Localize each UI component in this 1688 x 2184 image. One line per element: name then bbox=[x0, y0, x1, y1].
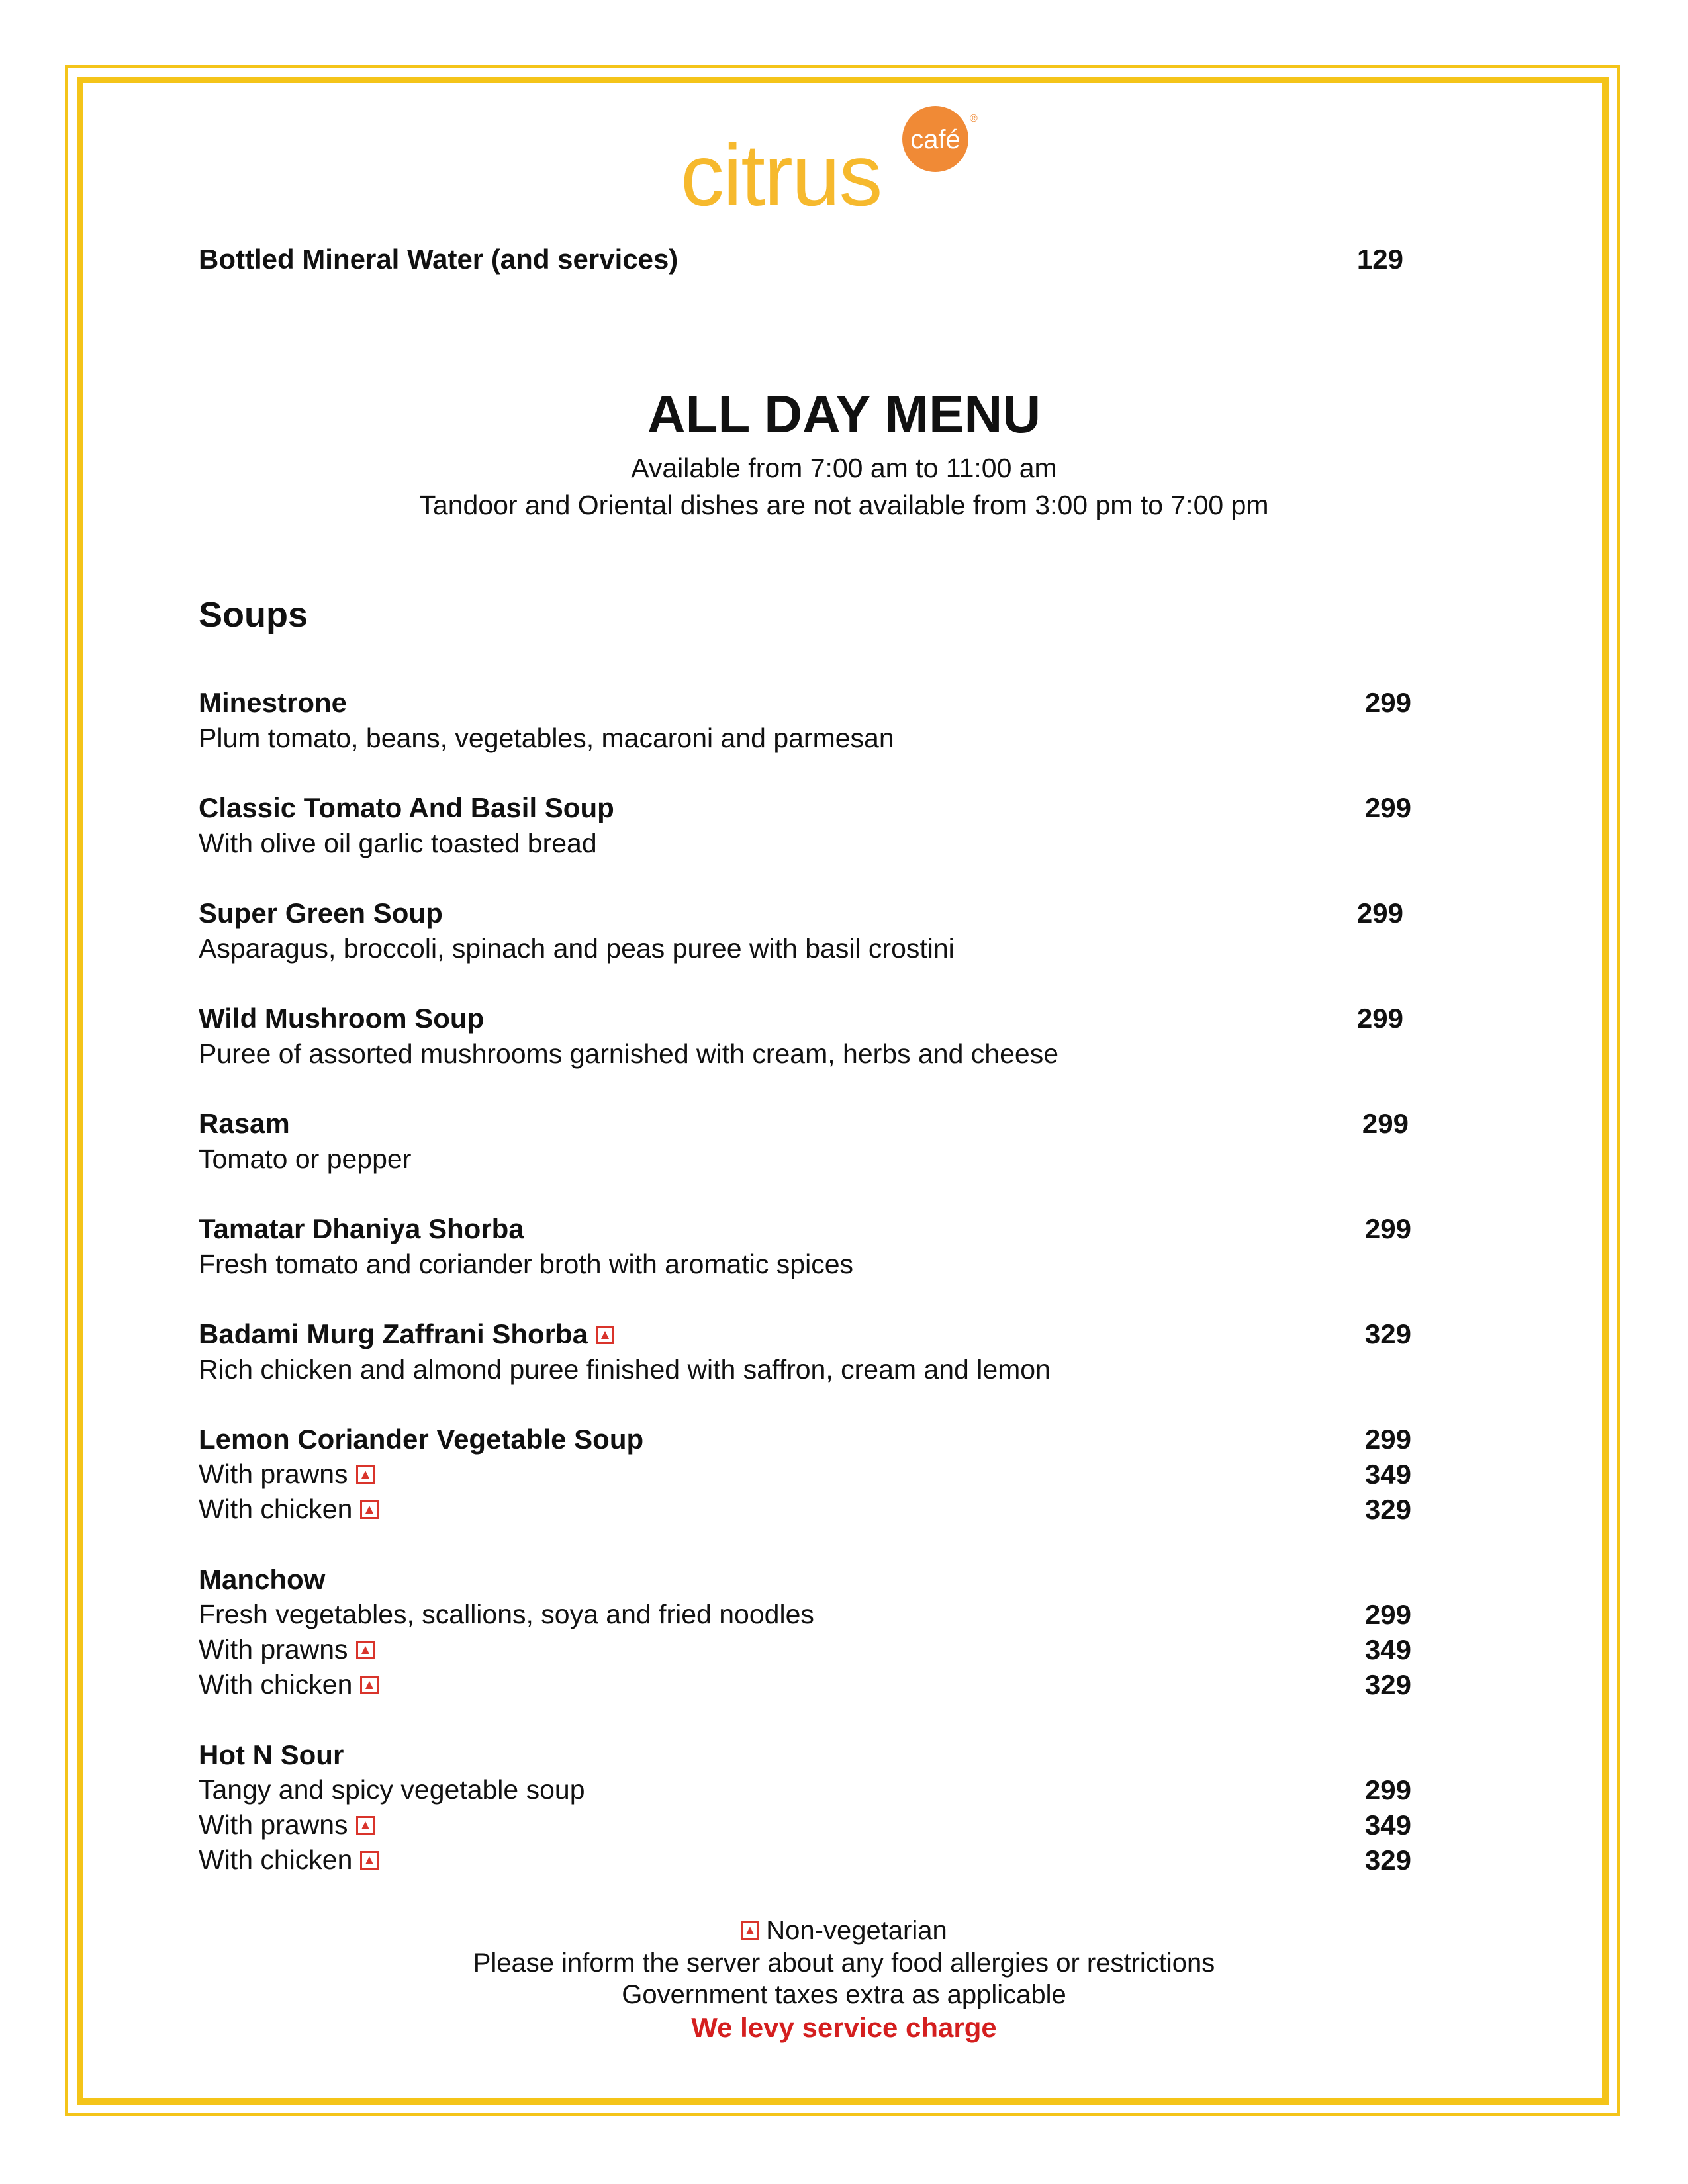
item-option-price: 329 bbox=[1364, 1494, 1411, 1525]
item-description: With olive oil garlic toasted bread bbox=[199, 828, 597, 858]
item-option-row bbox=[199, 1459, 375, 1490]
item-price: 299 bbox=[1362, 1108, 1409, 1139]
item-option-price: 349 bbox=[1364, 1634, 1411, 1665]
item-option: With chicken bbox=[199, 1669, 353, 1700]
menu-availability: Available from 7:00 am to 11:00 am bbox=[631, 453, 1057, 483]
logo-badge-text: café bbox=[910, 125, 961, 154]
item-option-row bbox=[199, 1844, 379, 1876]
item-option-row bbox=[199, 1494, 379, 1525]
item-description: Fresh tomato and coriander broth with aromatic spices bbox=[199, 1249, 854, 1279]
non-veg-icon bbox=[360, 1500, 379, 1519]
item-name-row bbox=[199, 1318, 614, 1350]
item-name: Classic Tomato And Basil Soup bbox=[199, 792, 614, 823]
logo-registered-mark: ® bbox=[970, 113, 978, 124]
item-option-price: 329 bbox=[1364, 1844, 1411, 1876]
item-description: Tomato or pepper bbox=[199, 1144, 412, 1174]
item-description: Puree of assorted mushrooms garnished with cream, herbs and cheese bbox=[199, 1038, 1059, 1069]
allergy-note: Please inform the server about any food allergies or restrictions bbox=[473, 1948, 1215, 1978]
menu-restriction-note: Tandoor and Oriental dishes are not available from 3:00 pm to 7:00 pm bbox=[419, 490, 1269, 520]
item-price: 299 bbox=[1364, 792, 1411, 823]
service-charge-note: We levy service charge bbox=[691, 2012, 997, 2043]
logo-wordmark: citrus bbox=[680, 126, 882, 218]
item-description: Rich chicken and almond puree finished with saffron, cream and lemon bbox=[199, 1354, 1051, 1385]
item-price: 299 bbox=[1364, 687, 1411, 718]
item-name: Wild Mushroom Soup bbox=[199, 1003, 485, 1034]
item-description: Plum tomato, beans, vegetables, macaroni and parmesan bbox=[199, 723, 894, 753]
section-heading-soups: Soups bbox=[199, 595, 308, 635]
item-option-price: 349 bbox=[1364, 1809, 1411, 1841]
non-veg-icon bbox=[360, 1676, 379, 1694]
non-veg-icon bbox=[356, 1465, 375, 1484]
tax-note: Government taxes extra as applicable bbox=[622, 1980, 1066, 2009]
water-price: 129 bbox=[1356, 244, 1403, 275]
item-option-price: 349 bbox=[1364, 1459, 1411, 1490]
non-veg-icon bbox=[356, 1816, 375, 1835]
item-name: Hot N Sour bbox=[199, 1739, 344, 1770]
item-option-row bbox=[199, 1634, 375, 1665]
item-option: With chicken bbox=[199, 1494, 353, 1524]
item-option: With prawns bbox=[199, 1634, 348, 1664]
citrus-cafe-logo bbox=[675, 99, 1019, 218]
non-veg-icon bbox=[360, 1851, 379, 1870]
item-price: 299 bbox=[1356, 1003, 1403, 1034]
non-veg-icon bbox=[741, 1921, 759, 1940]
item-price: 329 bbox=[1364, 1318, 1411, 1349]
item-option-price: 329 bbox=[1364, 1669, 1411, 1700]
item-description: Tangy and spicy vegetable soup bbox=[199, 1774, 585, 1805]
item-option: With prawns bbox=[199, 1809, 348, 1840]
footer-legend bbox=[0, 1916, 1688, 1946]
item-option: With prawns bbox=[199, 1459, 348, 1489]
item-name: Minestrone bbox=[199, 687, 348, 718]
legend-label: Non-vegetarian bbox=[766, 1916, 947, 1945]
item-option: With chicken bbox=[199, 1844, 353, 1875]
non-veg-icon bbox=[356, 1641, 375, 1659]
item-name: Rasam bbox=[199, 1108, 290, 1139]
item-option-row bbox=[199, 1669, 379, 1700]
menu-title: ALL DAY MENU bbox=[647, 385, 1041, 443]
item-price: 299 bbox=[1364, 1774, 1411, 1805]
water-name: Bottled Mineral Water (and services) bbox=[199, 244, 679, 275]
item-option-row bbox=[199, 1809, 375, 1841]
item-name: Badami Murg Zaffrani Shorba bbox=[199, 1318, 588, 1349]
item-price: 299 bbox=[1364, 1213, 1411, 1244]
item-name: Manchow bbox=[199, 1564, 326, 1595]
item-price: 299 bbox=[1364, 1424, 1411, 1455]
item-price: 299 bbox=[1364, 1599, 1411, 1630]
item-name: Tamatar Dhaniya Shorba bbox=[199, 1213, 524, 1244]
item-price: 299 bbox=[1356, 897, 1403, 929]
item-name: Super Green Soup bbox=[199, 897, 443, 929]
item-name: Lemon Coriander Vegetable Soup bbox=[199, 1424, 644, 1455]
item-description: Asparagus, broccoli, spinach and peas puree with basil crostini bbox=[199, 933, 955, 964]
non-veg-icon bbox=[596, 1326, 614, 1344]
item-description: Fresh vegetables, scallions, soya and fried noodles bbox=[199, 1599, 814, 1629]
